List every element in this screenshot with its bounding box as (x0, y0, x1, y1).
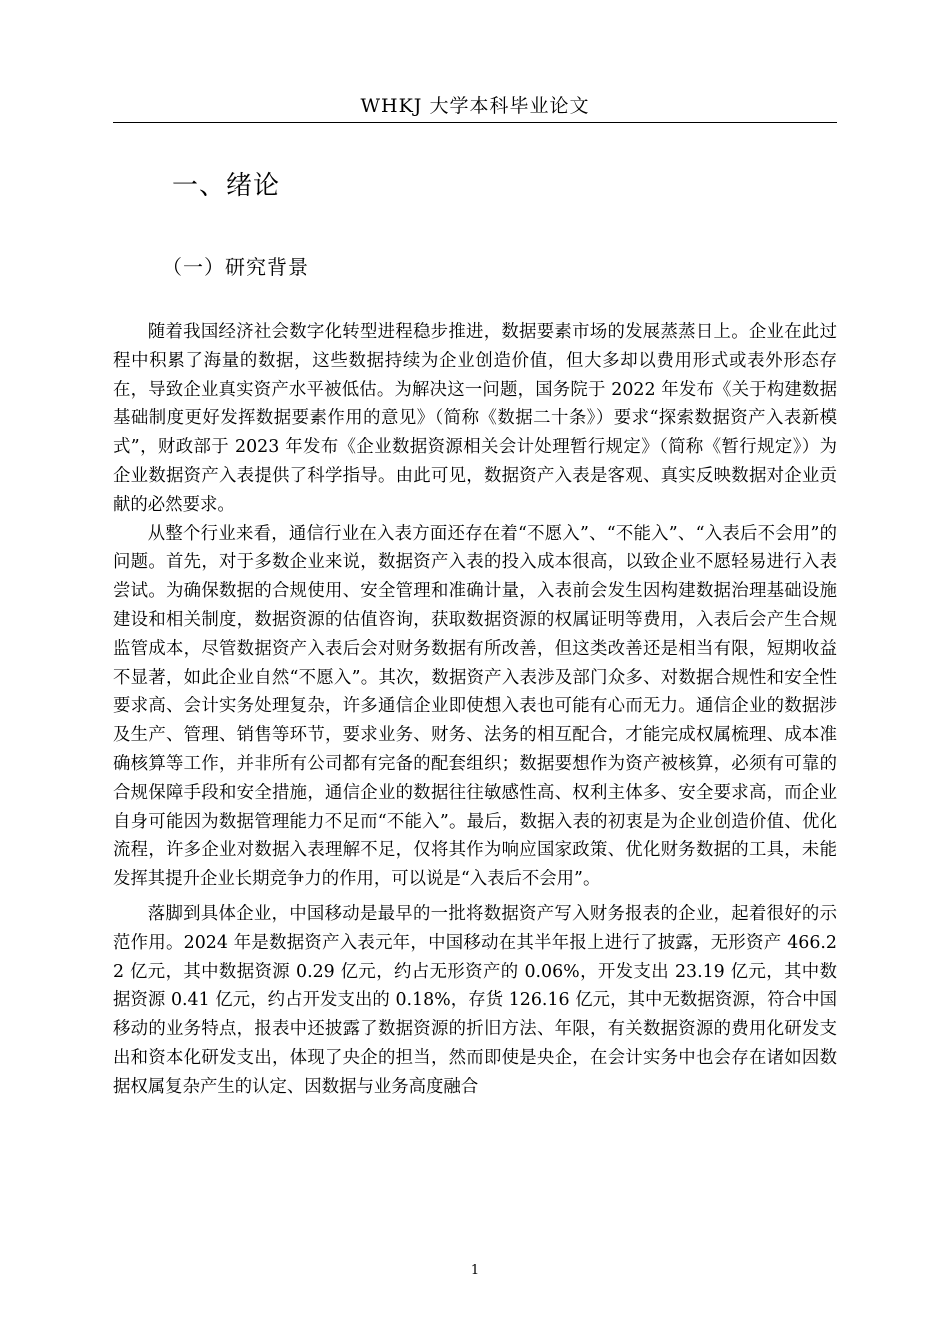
paragraph-china-mobile: 落脚到具体企业，中国移动是最早的一批将数据资产写入财务报表的企业，起着很好的示范作用。2024 年是数据资产入表元年，中国移动在其半年报上进行了披露，无形资产 466.22 亿元，其中数据资源 0.29 亿元，约占无形资产的 0.06%，开发支出 23.19 亿元，其中数据资源 0.41 亿元，约占开发支出的 0.18%，存货 126.16 亿元，其中无数据资源，符合中国移动的业务特点，报表中还披露了数据资源的折旧方法、年限，有关数据资源的费用化研发支出和资本化研发支出，体现了央企的担当，然而即使是央企，在会计实务中也会存在诸如因数据权属复杂产生的认定、因数据与业务高度融合 (113, 903, 837, 1097)
running-header: WHKJ 大学本科毕业论文 (360, 95, 590, 117)
paragraph-industry-problems: 从整个行业来看，通信行业在入表方面还存在着“不愿入”、“不能入”、“入表后不会用”的问题。首先，对于多数企业来说，数据资产入表的投入成本很高，以致企业不愿轻易进行入表尝试。为确保数据的合规使用、安全管理和准确计量，入表前会发生因构建数据治理基础设施建设和相关制度，数据资源的估值咨询，获取数据资源的权属证明等费用，入表后会产生合规监管成本，尽管数据资产入表后会对财务数据有所改善，但这类改善还是相当有限，短期收益不显著，如此企业自然“不愿入”。其次，数据资产入表涉及部门众多、对数据合规性和安全性要求高、会计实务处理复杂，许多通信企业即使想入表也可能有心而无力。通信企业的数据涉及生产、管理、销售等环节，要求业务、财务、法务的相互配合，才能完成权属梳理、成本准确核算等工作，并非所有公司都有完备的配套组织；数据要想作为资产被核算，必须有可靠的合规保障手段和安全措施，通信企业的数据往往敏感性高、权利主体多、安全要求高，而企业自身可能因为数据管理能力不足而“不能入”。最后，数据入表的初衷是为企业创造价值、优化流程，许多企业对数据入表理解不足，仅将其作为响应国家政策、优化财务数据的工具，未能发挥其提升企业长期竞争力的作用，可以说是“入表后不会用”。 (113, 523, 837, 890)
chapter-title: 一、绪论 (172, 171, 281, 201)
paragraph-background-intro: 随着我国经济社会数字化转型进程稳步推进，数据要素市场的发展蒸蒸日上。企业在此过程中积累了海量的数据，这些数据持续为企业创造价值，但大多却以费用形式或表外形态存在，导致企业真实资产水平被低估。为解决这一问题，国务院于 2022 年发布《关于构建数据基础制度更好发挥数据要素作用的意见》（简称《数据二十条》）要求“探索数据资产入表新模式”，财政部于 2023 年发布《企业数据资源相关会计处理暂行规定》（简称《暂行规定》）为企业数据资产入表提供了科学指导。由此可见，数据资产入表是客观、真实反映数据对企业贡献的必然要求。 (113, 322, 837, 515)
section-title: （一）研究背景 (162, 255, 309, 279)
page-number: 1 (470, 1263, 480, 1278)
header-divider (113, 122, 837, 123)
body-text (113, 318, 837, 1102)
